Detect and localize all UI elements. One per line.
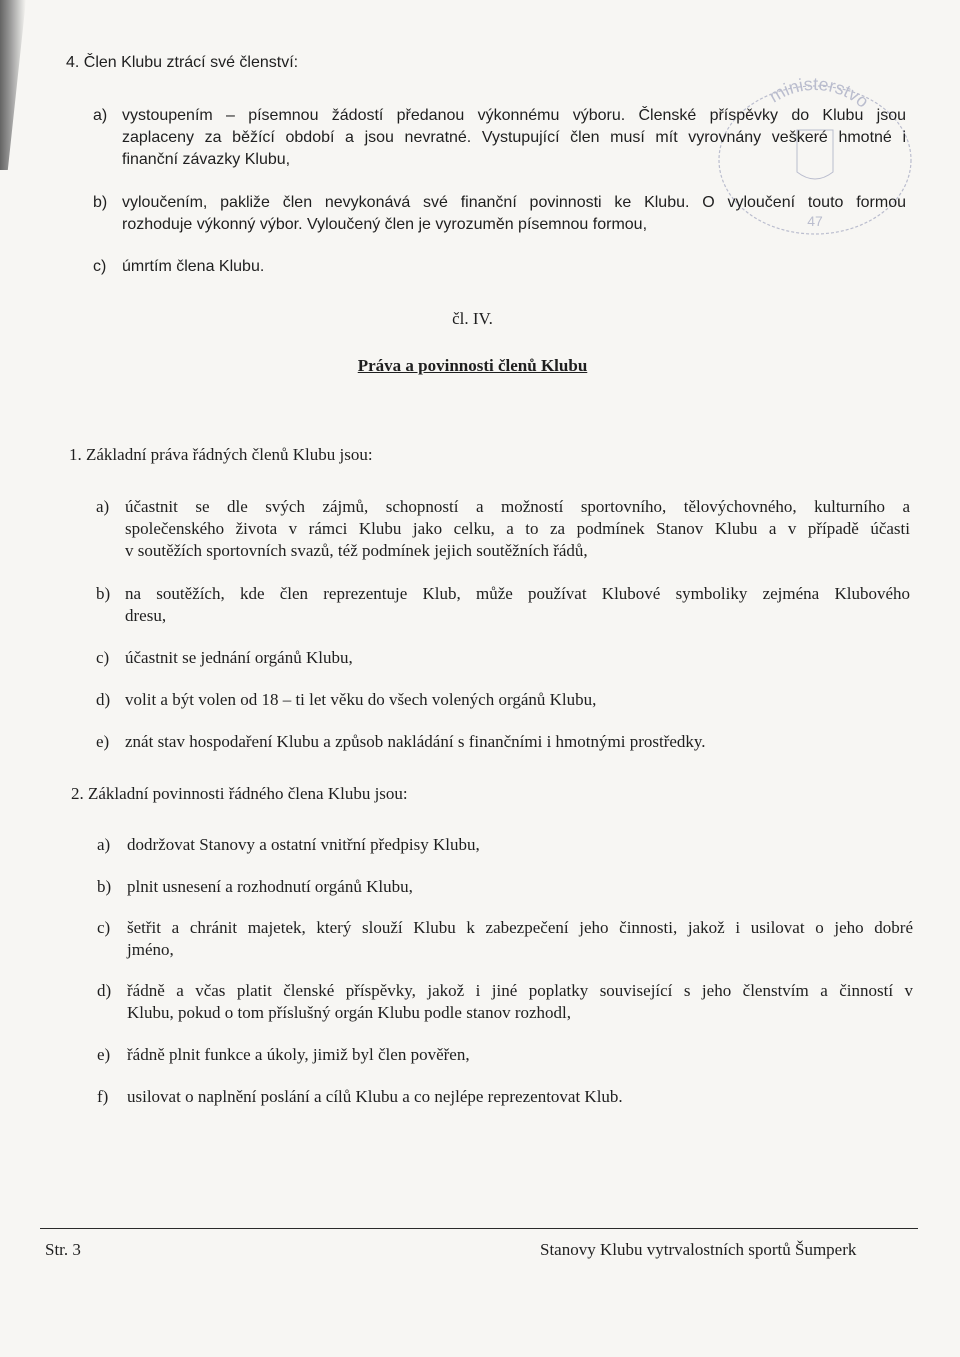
duties-heading: 2. Základní povinnosti řádného člena Klubu jsou: [71, 784, 408, 803]
section4-a-line1: vystoupením – písemnou žádostí předanou výkonnému výboru. Členské příspěvky do Klubu jsou [122, 107, 906, 124]
duties-d-label: d) [97, 981, 112, 1000]
section4-c-label: c) [93, 258, 107, 275]
duties-e-line1: řádně plnit funkce a úkoly, jimiž byl člen pověřen, [127, 1045, 470, 1064]
duties-f-label: f) [97, 1087, 109, 1106]
duties-b-label: b) [97, 877, 112, 896]
duties-d-line1: řádně a včas platit členské příspěvky, jakož i jiné poplatky související s jeho členstvím a činností v [127, 981, 913, 1000]
section4-a-label: a) [93, 107, 108, 124]
rights-b-line2: dresu, [125, 606, 167, 625]
article-title: Práva a povinnosti členů Klubu [357, 356, 588, 375]
rights-c-label: c) [96, 648, 110, 667]
stamp-number: 47 [807, 213, 823, 229]
footer-page-number: Str. 3 [45, 1240, 81, 1259]
scan-edge-shadow [0, 0, 26, 170]
duties-a-label: a) [97, 835, 111, 854]
section4-a-line2: zaplaceny za běžící období a jsou nevratné. Vystupující člen musí mít vyrovnány veškeré hmotné i [122, 129, 906, 146]
rights-a-label: a) [96, 497, 110, 516]
rights-a-line1: účastnit se dle svých zájmů, schopností a možností sportovního, tělovýchovného, kulturního a [125, 497, 910, 516]
duties-c-line1: šetřit a chránit majetek, který slouží Klubu k zabezpečení jeho činnosti, jakož i usilovat o jeho dobré [127, 918, 913, 937]
rights-a-line3: v soutěžích sportovních svazů, též podmínek jejich soutěžních řádů, [125, 541, 588, 560]
duties-f-line1: usilovat o naplnění poslání a cílů Klubu a co nejlépe reprezentovat Klub. [127, 1087, 623, 1106]
duties-c-label: c) [97, 918, 111, 937]
rights-b-label: b) [96, 584, 111, 603]
rights-heading: 1. Základní práva řádných členů Klubu jsou: [69, 445, 373, 464]
section4-heading: 4. Člen Klubu ztrácí své členství: [66, 54, 299, 71]
section4-c-line1: úmrtím člena Klubu. [122, 258, 265, 275]
section4-b-line1: vyloučením, pakliže člen nevykonává své finanční povinnosti ke Klubu. O vyloučení touto formou [122, 194, 906, 211]
section4-a-line3: finanční závazky Klubu, [122, 151, 291, 168]
rights-e-line1: znát stav hospodaření Klubu a způsob nakládání s finančními i hmotnými prostředky. [125, 732, 706, 751]
rights-d-label: d) [96, 690, 111, 709]
article-number: čl. IV. [452, 309, 493, 328]
section4-b-label: b) [93, 194, 108, 211]
rights-d-line1: volit a být volen od 18 – ti let věku do všech volených orgánů Klubu, [125, 690, 597, 709]
duties-e-label: e) [97, 1045, 111, 1064]
duties-c-line2: jméno, [127, 940, 174, 959]
rights-a-line2: společenského života v rámci Klubu jako celku, a to za podmínek Stanov Klubu a v případě účasti [125, 519, 910, 538]
duties-d-line2: Klubu, pokud o tom příslušný orgán Klubu podle stanov rozhodl, [127, 1003, 572, 1022]
rights-c-line1: účastnit se jednání orgánů Klubu, [125, 648, 353, 667]
footer-divider [40, 1228, 918, 1229]
duties-a-line1: dodržovat Stanovy a ostatní vnitřní předpisy Klubu, [127, 835, 480, 854]
stamp-text: ministerstvo [765, 73, 873, 112]
rights-b-line1: na soutěžích, kde člen reprezentuje Klub, může používat Klubové symboliky zejména Klubového [125, 584, 910, 603]
section4-b-line2: rozhoduje výkonný výbor. Vyloučený člen je vyrozuměn písemnou formou, [122, 216, 648, 233]
duties-b-line1: plnit usnesení a rozhodnutí orgánů Klubu, [127, 877, 413, 896]
footer-document-title: Stanovy Klubu vytrvalostních sportů Šumperk [540, 1240, 857, 1259]
rights-e-label: e) [96, 732, 110, 751]
